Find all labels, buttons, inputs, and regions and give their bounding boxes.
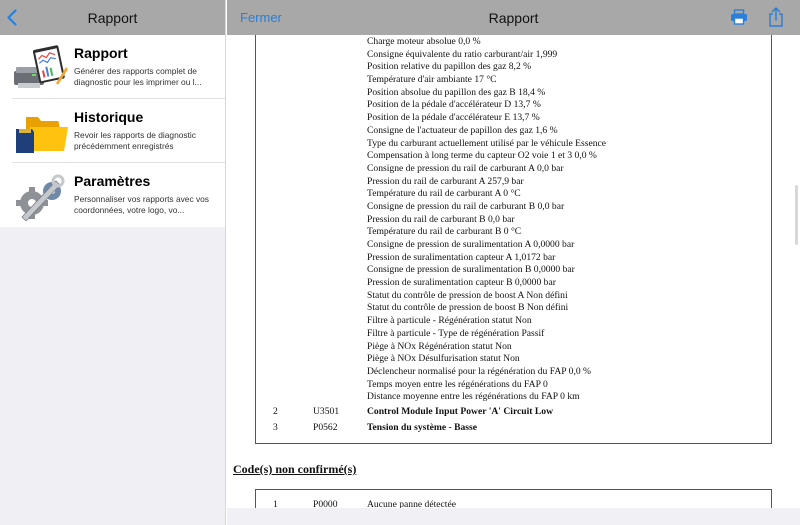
parameter-line: Consigne de pression de suralimentation B 0,0000 bar [367,264,575,276]
parameter-line: Pression du rail de carburant A 257,9 bar [367,175,524,187]
parameter-line: Position de la pédale d'accélérateur D 13,7 % [367,99,541,111]
parameter-line: Position absolue du papillon des gaz B 18,4 % [367,86,546,98]
dtc-number: 3 [273,422,278,433]
unconfirmed-codes-heading: Code(s) non confirmé(s) [233,462,357,476]
report-viewer [227,0,800,525]
dtc-row [227,422,800,438]
sidebar [0,0,226,525]
parameter-line: Filtre à particule - Régénération statut Non [367,315,532,327]
parameter-line: Position de la pédale d'accélérateur E 13,7 % [367,112,540,124]
parameter-line: Compensation à long terme du capteur O2 voie 1 et 3 0,0 % [367,150,597,162]
parameter-line: Temps moyen entre les régénérations du FAP 0 [367,378,548,390]
close-button[interactable]: Fermer [240,10,282,25]
gear-wrench-icon [12,171,70,221]
menu-item-title: Rapport [74,45,128,61]
parameter-line: Pression du rail de carburant B 0,0 bar [367,213,515,225]
menu-item-rapport[interactable] [0,35,225,99]
dtc-label: Control Module Input Power 'A' Circuit Low [367,406,554,417]
parameter-line: Piège à NOx Régénération statut Non [367,340,512,352]
parameter-line: Charge moteur absolue 0,0 % [367,36,481,47]
dtc-row [227,406,800,422]
dtc-number: 2 [273,406,278,417]
report-document[interactable] [227,35,800,508]
chevron-left-icon[interactable] [6,9,18,26]
parameter-line: Température du rail de carburant B 0 °C [367,226,522,238]
parameter-line: Statut du contrôle de pression de boost B Non défini [367,302,569,314]
share-icon[interactable] [768,6,784,28]
report-title: Rapport [488,9,539,26]
sidebar-title: Rapport [87,9,138,26]
menu-item-title: Paramètres [74,173,151,189]
parameter-line: Consigne de pression de suralimentation A 0,0000 bar [367,239,575,250]
freeze-frame-parameters [367,36,606,404]
menu-item-description: Personnaliser vos rapports avec vos coordonnées, votre logo, vo... [74,194,209,215]
menu-item-title: Historique [74,109,144,125]
folder-sdcard-icon [12,107,70,157]
parameter-line: Pression de suralimentation capteur A 1,0172 bar [367,251,556,263]
dtc-code: U3501 [313,406,340,417]
parameter-line: Pression de suralimentation capteur B 0,0000 bar [367,277,556,289]
parameter-line: Consigne équivalente du ratio carburant/air 1,999 [367,48,558,60]
dtc-label: Tension du système - Basse [367,422,477,433]
dtc-label: Aucune panne détectée [367,499,456,508]
parameter-line: Filtre à particule - Type de régénération Passif [367,327,545,339]
parameter-line: Déclencheur normalisé pour la régénération du FAP 0,0 % [367,365,592,377]
parameter-line: Piège à NOx Désulfurisation statut Non [367,353,520,365]
sidebar-nav-bar [0,0,225,35]
dtc-code: P0562 [313,422,338,433]
menu-item-description: Revoir les rapports de diagnostic précédemment enregistrés [74,130,196,151]
report-nav-bar [227,0,800,35]
parameter-line: Consigne de l'actuateur de papillon des gaz 1,6 % [367,124,558,136]
menu-item-description: Générer des rapports complet de diagnostic pour les imprimer ou l... [74,66,202,87]
parameter-line: Position relative du papillon des gaz 8,2 % [367,61,532,73]
dtc-number: 1 [273,499,278,508]
parameter-line: Température du rail de carburant A 0 °C [367,188,521,200]
dtc-code: P0000 [313,499,338,508]
parameter-line: Type du carburant actuellement utilisé par le véhicule Essence [367,137,607,149]
printer-report-icon [12,43,70,93]
dtc-row [227,499,800,508]
vertical-scrollbar[interactable] [795,185,798,245]
parameter-line: Distance moyenne entre les régénérations du FAP 0 km [367,391,580,403]
parameter-line: Température d'air ambiante 17 °C [367,74,497,86]
parameter-line: Consigne de pression du rail de carburant B 0,0 bar [367,200,565,212]
parameter-line: Consigne de pression du rail de carburant A 0,0 bar [367,162,564,174]
menu-item-historique[interactable] [0,99,225,163]
menu-item-parametres[interactable] [0,163,225,227]
menu-list [0,35,225,227]
document-bottom-gutter [227,508,800,525]
parameter-line: Statut du contrôle de pression de boost A Non défini [367,289,568,301]
printer-icon[interactable] [730,9,748,25]
